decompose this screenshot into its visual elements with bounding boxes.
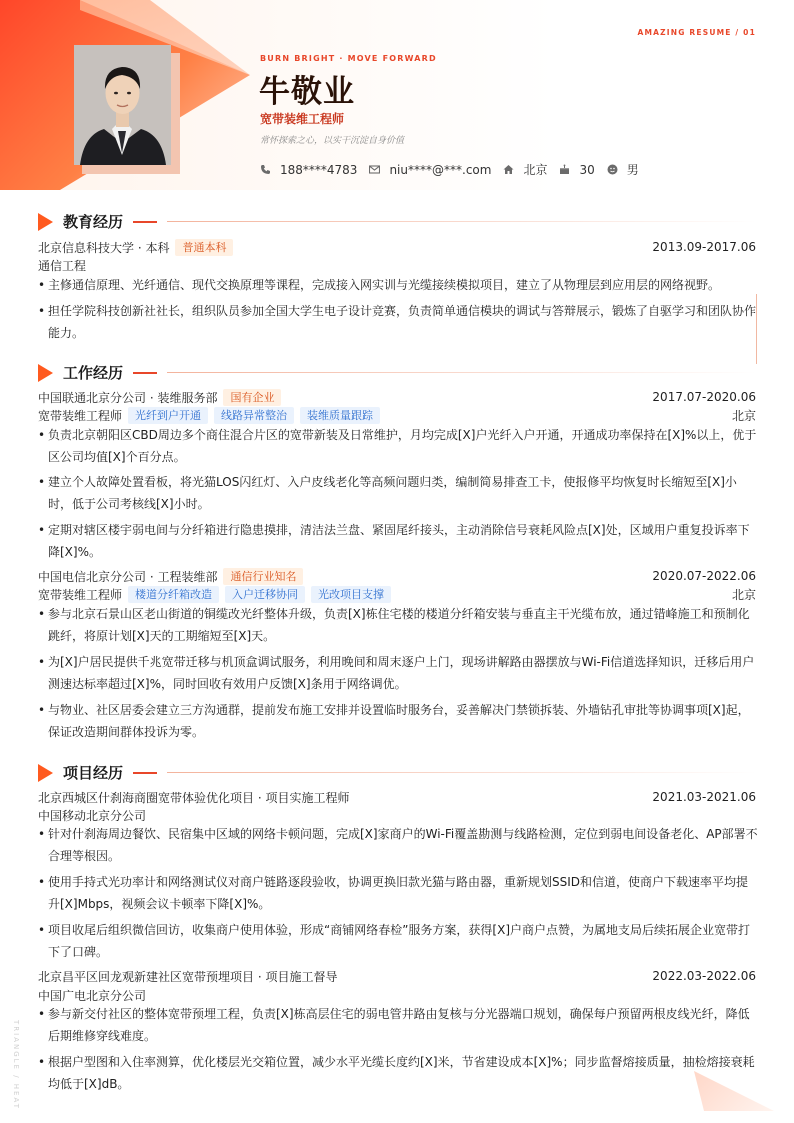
- email-text: niu****@***.com: [389, 162, 492, 177]
- job-period: 2017.07-2020.06: [652, 390, 756, 404]
- education-period: 2013.09-2017.06: [652, 240, 756, 254]
- home-icon: [503, 164, 514, 175]
- section-title: 教育经历: [63, 213, 124, 231]
- project-row: [38, 967, 756, 985]
- side-watermark-text: TRIANGLE / HEAT: [12, 1020, 20, 1110]
- motto: BURN BRIGHT · MOVE FORWARD: [260, 54, 437, 63]
- cake-icon: [559, 164, 570, 175]
- title-dash: [133, 372, 157, 374]
- job-position-row: [38, 585, 756, 603]
- contact-phone: [260, 163, 357, 177]
- list-item: • 建立个人故障处置看板，将光猫LOS闪红灯、入户皮线老化等高频问题归类，编制简易排查工卡，使报修平均恢复时长缩短至[X]小时，低于公司考核线[X]小时。: [38, 475, 737, 511]
- list-item: • 参与新交付社区的整体宽带预埋工程，负责[X]栋高层住宅的弱电管井路由复核与分光器端口规划，确保每户预留两根皮线光纤，降低后期维修穿线难度。: [38, 1007, 750, 1043]
- contact-bar: [260, 161, 651, 178]
- education-row: [38, 238, 756, 256]
- contact-gender: [607, 161, 639, 178]
- position-name: 宽带装维工程师: [38, 408, 123, 423]
- list-item: • 项目收尾后组织微信回访，收集商户使用体验，形成“商铺网络春检”服务方案，获得[X]户商户点赞，为属地支局后续拓展企业宽带打下了口碑。: [38, 923, 751, 959]
- major: 通信工程: [38, 259, 87, 273]
- gender-text: 男: [626, 163, 639, 177]
- skill-chip: 楼道分纤箱改造: [128, 586, 219, 603]
- skill-chip: 光改项目支撑: [311, 586, 391, 603]
- section-projects-header: [38, 762, 756, 783]
- project-name: 北京昌平区回龙观新建社区宽带预埋项目 · 项目施工督导: [38, 969, 338, 984]
- job-title: 宽带装维工程师: [260, 112, 345, 126]
- project-name: 北京西城区什刹海商圈宽带体验优化项目 · 项目实施工程师: [38, 790, 350, 805]
- job-position-row: [38, 406, 756, 424]
- contact-email: [369, 163, 491, 177]
- title-dash: [133, 221, 157, 223]
- list-item: • 使用手持式光功率计和网络测试仪对商户链路逐段验收，协调更换旧款光猫与路由器，重新规划SSID和信道，使商户下载速率平均提升[X]Mbps，视频会议卡顿率下降[X]%。: [38, 875, 749, 911]
- title-dash: [133, 772, 157, 774]
- contact-city: [503, 161, 547, 178]
- section-title: 项目经历: [63, 764, 124, 782]
- job-city: 北京: [731, 408, 756, 423]
- resume-tag: AMAZING RESUME / 01: [637, 28, 756, 37]
- company-name: 中国联通北京分公司 · 装维服务部: [38, 390, 218, 405]
- candidate-name: 牛敬业: [259, 74, 355, 110]
- section-education-header: [38, 211, 756, 232]
- project-row: [38, 788, 756, 806]
- company-badge: 国有企业: [223, 389, 281, 406]
- section-work-header: [38, 362, 756, 383]
- company-name: 中国电信北京分公司 · 工程装维部: [38, 569, 218, 584]
- triangle-icon: [38, 764, 53, 782]
- contact-age: [559, 163, 594, 177]
- skill-chip: 入户迁移协同: [225, 586, 305, 603]
- project-period: 2021.03-2021.06: [652, 790, 756, 804]
- mail-icon: [369, 164, 380, 175]
- list-item: • 担任学院科技创新社社长，组织队员参加全国大学生电子设计竞赛，负责简单通信模块的调试与答辩展示，锻炼了自驱学习和团队协作能力。: [38, 304, 757, 340]
- profile-photo: [74, 45, 171, 165]
- skill-chip: 光纤到户开通: [128, 407, 208, 424]
- list-item: • 为[X]户居民提供千兆宽带迁移与机顶盒调试服务，利用晚间和周末逐户上门，现场讲解路由器摆放与Wi-Fi信道选择知识，迁移后用户测速达标率超过[X]%，同时回收有效用户反馈[X]条用于网络调优。: [38, 655, 755, 691]
- list-item: • 根据户型图和入住率测算，优化楼层光交箱位置，减少水平光缆长度约[X]米，节省建设成本[X]%；同步监督熔接质量，抽检熔接衰耗均低于[X]dB。: [38, 1055, 755, 1091]
- list-item: • 负责北京朝阳区CBD周边多个商住混合片区的宽带新装及日常维护，月均完成[X]户光纤入户开通，开通成功率保持在[X]%以上，优于区公司均值[X]个百分点。: [38, 428, 757, 464]
- triangle-icon: [38, 213, 53, 231]
- position-name: 宽带装维工程师: [38, 587, 123, 602]
- school-name: 北京信息科技大学 · 本科: [38, 240, 170, 255]
- section-divider: [167, 772, 756, 773]
- job-period: 2020.07-2022.06: [652, 569, 756, 583]
- project-org: 中国广电北京分公司: [38, 989, 147, 1003]
- school-badge: 普通本科: [175, 239, 233, 256]
- phone-text: 188****4783: [280, 162, 358, 177]
- list-item: • 主修通信原理、光纤通信、现代交换原理等课程，完成接入网实训与光缆接续模拟项目，建立了从物理层到应用层的网络视野。: [38, 278, 721, 292]
- section-divider: [167, 221, 756, 222]
- list-item: • 参与北京石景山区老山街道的铜缆改光纤整体升级，负责[X]栋住宅楼的楼道分纤箱安装与垂直主干光缆布放，通过错峰施工和预制化跳纤，将原计划[X]天的工期缩短至[X]天。: [38, 607, 750, 643]
- skill-chip: 装维质量跟踪: [300, 407, 380, 424]
- side-rule: [756, 294, 757, 364]
- job-row: [38, 567, 756, 585]
- skill-chip: 线路异常整治: [214, 407, 294, 424]
- person-portrait-icon: [74, 45, 171, 165]
- section-title: 工作经历: [63, 364, 124, 382]
- gender-icon: [607, 164, 618, 175]
- job-row: [38, 388, 756, 406]
- age-text: 30: [579, 162, 595, 177]
- section-divider: [167, 372, 756, 373]
- job-city: 北京: [731, 587, 756, 602]
- tagline: 常怀探索之心，以实干沉淀自身价值: [260, 136, 405, 146]
- company-badge: 通信行业知名: [223, 568, 303, 585]
- list-item: • 定期对辖区楼宇弱电间与分纤箱进行隐患摸排，清洁法兰盘、紧固尾纤接头，主动消除信号衰耗风险点[X]处，区域用户重复投诉率下降[X]%。: [38, 523, 750, 559]
- city-text: 北京: [523, 163, 548, 177]
- phone-icon: [260, 164, 271, 175]
- triangle-icon: [38, 364, 53, 382]
- project-period: 2022.03-2022.06: [652, 969, 756, 983]
- project-org: 中国移动北京分公司: [38, 809, 147, 823]
- list-item: • 与物业、社区居委会建立三方沟通群，提前发布施工安排并设置临时服务台，妥善解决门禁锁拆装、外墙钻孔审批等协调事项[X]起，保证改造期间群体投诉为零。: [38, 703, 750, 739]
- list-item: • 针对什刹海周边餐饮、民宿集中区域的网络卡顿问题，完成[X]家商户的Wi-Fi覆盖勘测与线路检测，定位到弱电间设备老化、AP部署不合理等根因。: [38, 827, 758, 863]
